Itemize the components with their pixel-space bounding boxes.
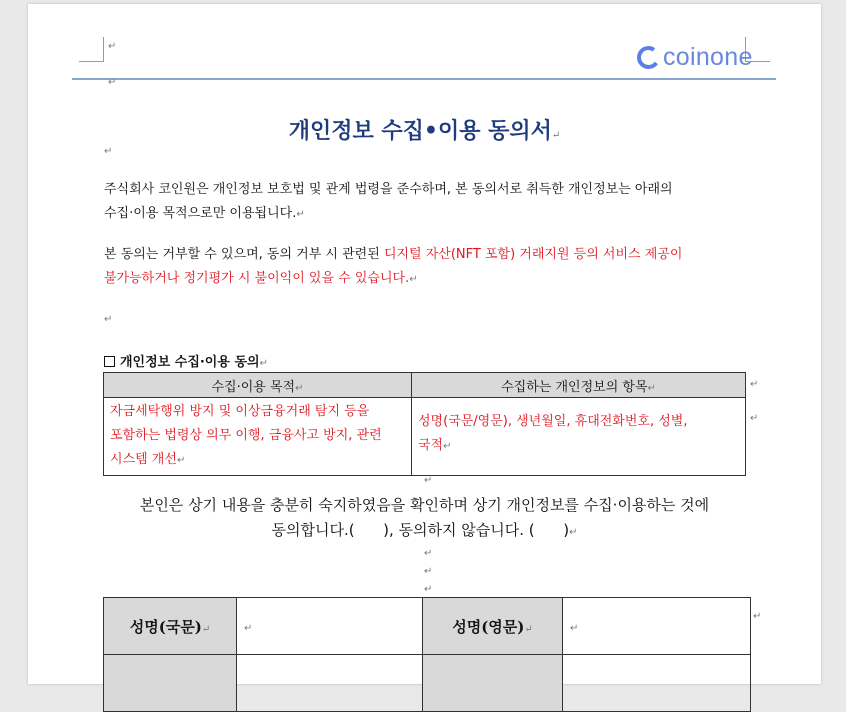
refusal-line-1: 본 동의는 거부할 수 있으며, 동의 거부 시 관련된 디지털 자산(NFT 포함) 거래지원 등의 서비스 제공이 [104, 247, 683, 262]
confirmation-line-2: 동의합니다.( ), 동의하지 않습니다. ( )↵ [271, 521, 578, 539]
table-row-end-mark: ↵ [753, 611, 762, 622]
purpose-header: 수집·이용 목적↵ [104, 373, 412, 398]
signature-row-field-2[interactable] [563, 655, 751, 712]
signature-row-field[interactable] [237, 655, 423, 712]
paragraph-mark: ↵ [108, 77, 117, 88]
crop-mark-top-left-vertical [103, 37, 104, 62]
items-header: 수집하는 개인정보의 항목↵ [412, 373, 746, 398]
name-korean-field[interactable]: ↵ [237, 598, 423, 655]
paragraph-mark: ↵ [108, 41, 117, 52]
document-title: 개인정보 수집•이용 동의서↵ [288, 118, 561, 144]
header-rule [72, 78, 776, 80]
paragraph-mark: ↵ [424, 566, 433, 577]
paragraph-mark: ↵ [424, 548, 433, 559]
intro-paragraph [104, 178, 673, 227]
items-cell: 성명(국문/영문), 생년월일, 휴대전화번호, 성별, 국적↵ [412, 398, 746, 476]
name-korean-label: 성명(국문)↵ [104, 598, 237, 655]
crop-mark-top-left-horizontal [79, 61, 104, 62]
purpose-cell: 자금세탁행위 방지 및 이상금융거래 탐지 등을 포함하는 법령상 의무 이행, 금융사고 방지, 관련 시스템 개선↵ [104, 398, 412, 476]
name-english-field[interactable]: ↵ [563, 598, 751, 655]
coinone-c-logo-icon [635, 44, 662, 71]
signature-row-label-2 [423, 655, 563, 712]
square-bullet-icon [104, 356, 115, 367]
consent-table [103, 372, 746, 476]
paragraph-mark: ↵ [104, 314, 113, 325]
refusal-line-2: 불가능하거나 정기평가 시 불이익이 있을 수 있습니다.↵ [104, 271, 418, 286]
table-row-end-mark: ↵ [750, 413, 759, 424]
confirmation-line-1: 본인은 상기 내용을 충분히 숙지하였음을 확인하며 상기 개인정보를 수집·이용하는 것에 [139, 496, 710, 514]
paragraph-mark: ↵ [104, 146, 113, 157]
intro-line-1: 주식회사 코인원은 개인정보 보호법 및 관계 법령을 준수하며, 본 동의서로 취득한 개인정보는 아래의 [104, 182, 673, 197]
paragraph-mark: ↵ [424, 584, 433, 595]
table-row-end-mark: ↵ [750, 379, 759, 390]
section-heading: 개인정보 수집·이용 동의↵ [104, 351, 268, 370]
intro-line-2: 수집·이용 목적으로만 이용됩니다.↵ [104, 206, 305, 221]
signature-table [103, 597, 751, 712]
document-page [28, 4, 821, 684]
paragraph-mark: ↵ [424, 475, 433, 486]
coinone-logo [637, 44, 753, 70]
refusal-paragraph [104, 243, 682, 292]
name-english-label: 성명(영문)↵ [423, 598, 563, 655]
logo-text: coinone [663, 43, 753, 71]
confirmation-text [28, 493, 821, 545]
signature-row-label [104, 655, 237, 712]
